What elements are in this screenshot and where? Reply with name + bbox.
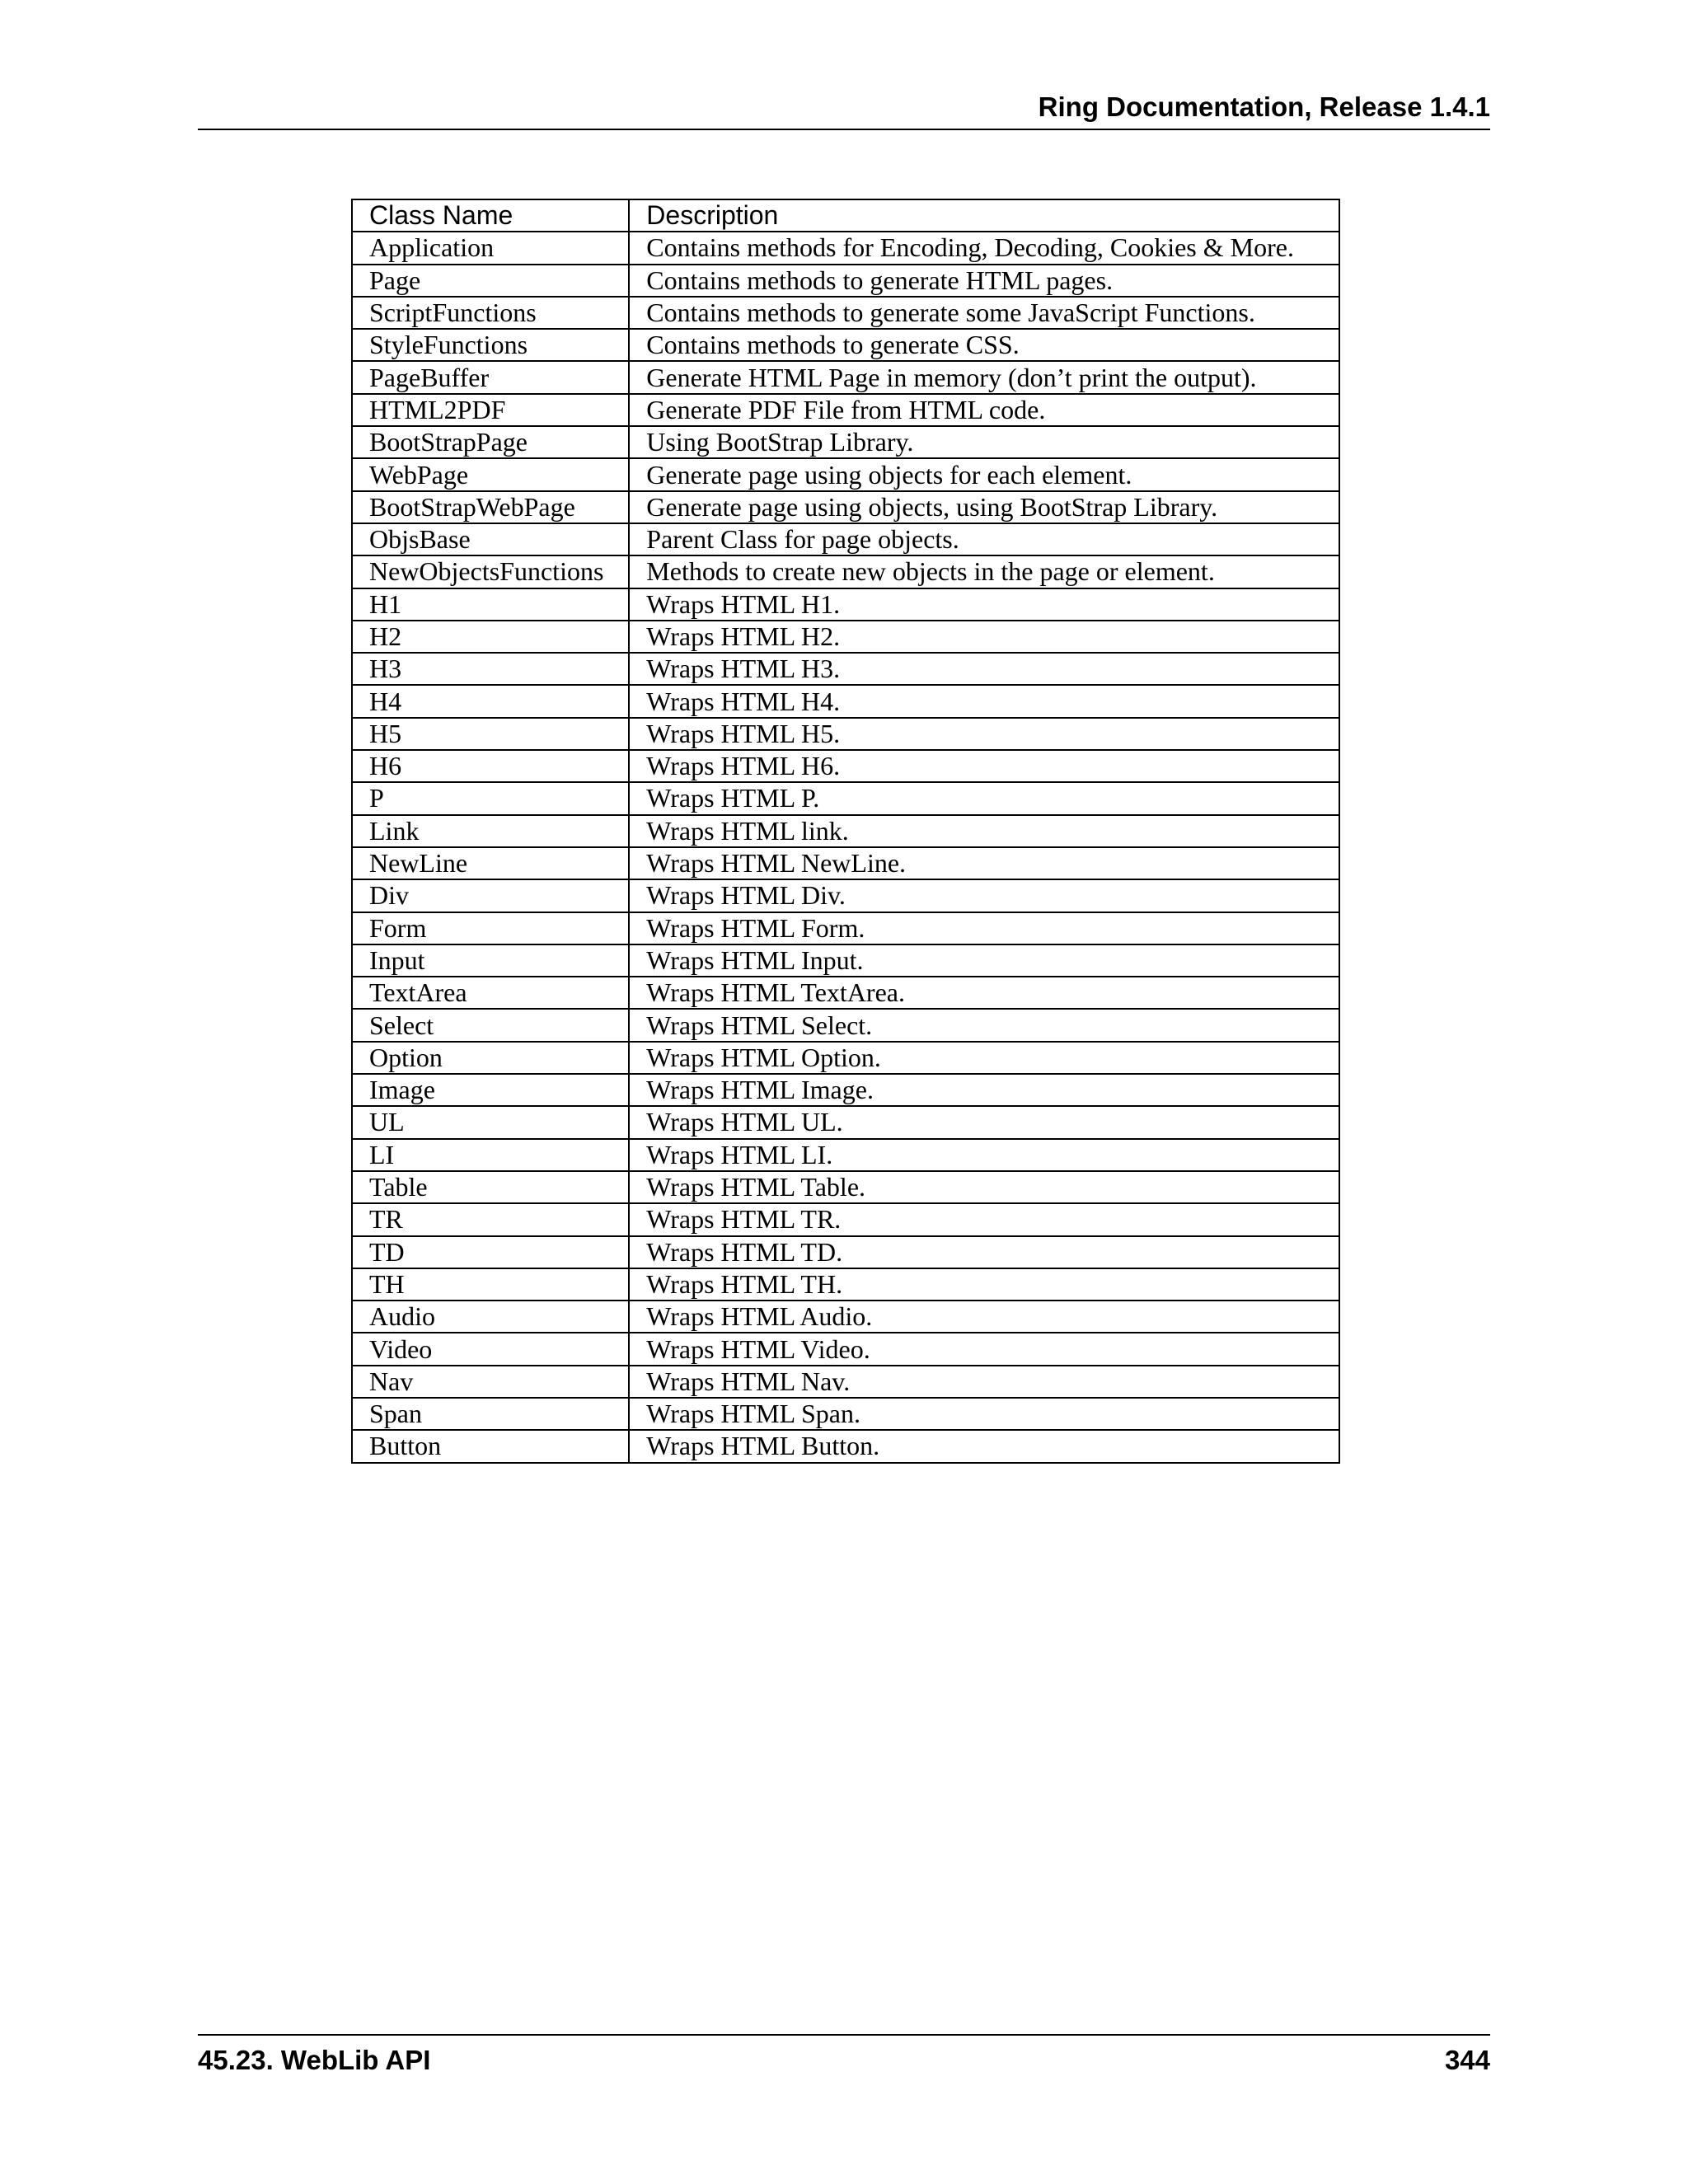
- description-cell: Wraps HTML Span.: [629, 1398, 1339, 1430]
- table-row: [352, 1009, 1339, 1041]
- description-cell: Generate HTML Page in memory (don’t print the output).: [629, 361, 1339, 393]
- description-cell: Wraps HTML Option.: [629, 1042, 1339, 1074]
- table-row: [352, 329, 1339, 361]
- table-row: [352, 847, 1339, 879]
- table-row: [352, 232, 1339, 264]
- table-row: [352, 621, 1339, 653]
- class-name-cell: Image: [352, 1074, 629, 1106]
- class-name-cell: TD: [352, 1236, 629, 1268]
- class-name-cell: NewLine: [352, 847, 629, 879]
- description-cell: Wraps HTML link.: [629, 815, 1339, 847]
- table-row: [352, 491, 1339, 523]
- description-cell: Generate page using objects for each element.: [629, 458, 1339, 490]
- description-cell: Wraps HTML TD.: [629, 1236, 1339, 1268]
- class-name-cell: Span: [352, 1398, 629, 1430]
- table-row: [352, 815, 1339, 847]
- description-cell: Generate PDF File from HTML code.: [629, 394, 1339, 426]
- column-header-description: Description: [629, 199, 1339, 232]
- description-cell: Contains methods for Encoding, Decoding, Cookies & More.: [629, 232, 1339, 264]
- description-cell: Wraps HTML Audio.: [629, 1301, 1339, 1333]
- description-cell: Wraps HTML Form.: [629, 912, 1339, 944]
- description-cell: Contains methods to generate HTML pages.: [629, 265, 1339, 297]
- description-cell: Wraps HTML H1.: [629, 588, 1339, 621]
- table-row: [352, 1366, 1339, 1398]
- description-cell: Wraps HTML Div.: [629, 879, 1339, 912]
- description-cell: Wraps HTML TR.: [629, 1203, 1339, 1235]
- table-row: [352, 1106, 1339, 1138]
- table-row: [352, 912, 1339, 944]
- class-name-cell: BootStrapPage: [352, 426, 629, 458]
- table-row: [352, 718, 1339, 750]
- page-header: [198, 91, 1490, 130]
- description-cell: Parent Class for page objects.: [629, 523, 1339, 555]
- document-title: Ring Documentation, Release 1.4.1: [1038, 91, 1490, 122]
- description-cell: Wraps HTML Image.: [629, 1074, 1339, 1106]
- class-name-cell: Page: [352, 265, 629, 297]
- table-row: [352, 685, 1339, 717]
- description-cell: Wraps HTML H3.: [629, 653, 1339, 685]
- description-cell: Wraps HTML UL.: [629, 1106, 1339, 1138]
- page-footer: [198, 2034, 1490, 2085]
- class-name-cell: ObjsBase: [352, 523, 629, 555]
- table-row: [352, 977, 1339, 1009]
- class-name-cell: H2: [352, 621, 629, 653]
- description-cell: Wraps HTML Button.: [629, 1430, 1339, 1462]
- class-name-cell: WebPage: [352, 458, 629, 490]
- column-header-class-name: Class Name: [352, 199, 629, 232]
- class-name-cell: TextArea: [352, 977, 629, 1009]
- table-row: [352, 297, 1339, 329]
- page-number: 344: [1444, 2045, 1490, 2075]
- table-row: [352, 1301, 1339, 1333]
- class-name-cell: Select: [352, 1009, 629, 1041]
- class-name-cell: ScriptFunctions: [352, 297, 629, 329]
- class-name-cell: BootStrapWebPage: [352, 491, 629, 523]
- description-cell: Wraps HTML TH.: [629, 1268, 1339, 1301]
- table-row: [352, 555, 1339, 588]
- table-row: [352, 426, 1339, 458]
- description-cell: Wraps HTML H6.: [629, 750, 1339, 782]
- class-name-cell: H4: [352, 685, 629, 717]
- class-name-cell: P: [352, 782, 629, 814]
- description-cell: Wraps HTML Table.: [629, 1171, 1339, 1203]
- class-name-cell: UL: [352, 1106, 629, 1138]
- table-row: [352, 1236, 1339, 1268]
- table-row: [352, 1203, 1339, 1235]
- table-row: [352, 1042, 1339, 1074]
- class-name-cell: Link: [352, 815, 629, 847]
- class-name-cell: HTML2PDF: [352, 394, 629, 426]
- table-header-row: [352, 199, 1339, 232]
- table-row: [352, 750, 1339, 782]
- description-cell: Methods to create new objects in the page or element.: [629, 555, 1339, 588]
- table-row: [352, 782, 1339, 814]
- class-name-cell: Input: [352, 944, 629, 977]
- class-name-cell: TH: [352, 1268, 629, 1301]
- class-name-cell: Button: [352, 1430, 629, 1462]
- class-name-cell: H3: [352, 653, 629, 685]
- description-cell: Wraps HTML H2.: [629, 621, 1339, 653]
- description-cell: Wraps HTML Input.: [629, 944, 1339, 977]
- footer-section-title: 45.23. WebLib API: [198, 2045, 431, 2075]
- table-body: [352, 232, 1339, 1462]
- class-name-cell: Video: [352, 1333, 629, 1365]
- class-name-cell: LI: [352, 1139, 629, 1171]
- class-name-cell: Div: [352, 879, 629, 912]
- table-row: [352, 1171, 1339, 1203]
- description-cell: Using BootStrap Library.: [629, 426, 1339, 458]
- description-cell: Wraps HTML LI.: [629, 1139, 1339, 1171]
- table-row: [352, 1430, 1339, 1462]
- table-row: [352, 1268, 1339, 1301]
- class-name-cell: Form: [352, 912, 629, 944]
- class-name-cell: Option: [352, 1042, 629, 1074]
- description-cell: Wraps HTML Video.: [629, 1333, 1339, 1365]
- table-row: [352, 1139, 1339, 1171]
- description-cell: Wraps HTML NewLine.: [629, 847, 1339, 879]
- class-name-cell: Table: [352, 1171, 629, 1203]
- class-name-cell: TR: [352, 1203, 629, 1235]
- class-name-cell: Application: [352, 232, 629, 264]
- description-cell: Generate page using objects, using BootStrap Library.: [629, 491, 1339, 523]
- description-cell: Contains methods to generate some JavaScript Functions.: [629, 297, 1339, 329]
- description-cell: Wraps HTML H5.: [629, 718, 1339, 750]
- class-name-cell: Audio: [352, 1301, 629, 1333]
- description-cell: Wraps HTML TextArea.: [629, 977, 1339, 1009]
- table-row: [352, 394, 1339, 426]
- description-cell: Wraps HTML P.: [629, 782, 1339, 814]
- class-name-cell: Nav: [352, 1366, 629, 1398]
- class-name-cell: StyleFunctions: [352, 329, 629, 361]
- table-row: [352, 1398, 1339, 1430]
- table-row: [352, 944, 1339, 977]
- description-cell: Wraps HTML Nav.: [629, 1366, 1339, 1398]
- table-row: [352, 879, 1339, 912]
- description-cell: Wraps HTML H4.: [629, 685, 1339, 717]
- description-cell: Wraps HTML Select.: [629, 1009, 1339, 1041]
- table-row: [352, 523, 1339, 555]
- class-name-cell: H5: [352, 718, 629, 750]
- table-row: [352, 361, 1339, 393]
- table-row: [352, 1333, 1339, 1365]
- table-row: [352, 265, 1339, 297]
- class-table: [351, 199, 1340, 1464]
- table-row: [352, 1074, 1339, 1106]
- class-name-cell: PageBuffer: [352, 361, 629, 393]
- table-row: [352, 653, 1339, 685]
- class-name-cell: NewObjectsFunctions: [352, 555, 629, 588]
- table-row: [352, 588, 1339, 621]
- class-name-cell: H6: [352, 750, 629, 782]
- class-name-cell: H1: [352, 588, 629, 621]
- description-cell: Contains methods to generate CSS.: [629, 329, 1339, 361]
- table-row: [352, 458, 1339, 490]
